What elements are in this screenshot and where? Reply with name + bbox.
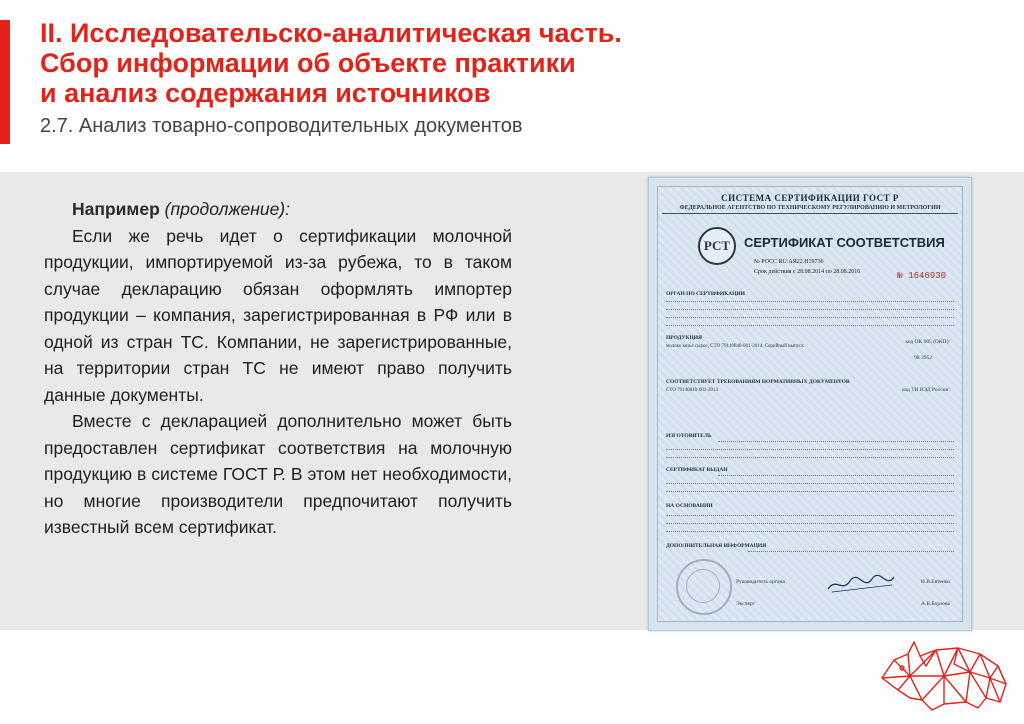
cert-code1: код ОК 005 (ОКП): xyxy=(905,339,950,345)
rhino-logo-icon xyxy=(874,632,1014,712)
slide-subtitle: 2.7. Анализ товарно-сопроводительных документов xyxy=(40,115,523,137)
cert-line xyxy=(666,313,954,318)
stamp-icon xyxy=(676,559,732,615)
cert-line xyxy=(718,471,954,476)
paragraph-1: Если же речь идет о сертификации молочной продукции, импортируемой из-за рубежа, то в таком случае декларацию обязан оформлять импортер продукции – компания, зарегистрированная в РФ или в одной из стран ТС. Компании, не зарегистрированные, на территории стран ТС не имеют право получить данные документы. xyxy=(44,225,512,405)
cert-line xyxy=(748,547,954,552)
cert-head-label: Руководитель органа xyxy=(736,579,785,585)
cert-product-label: ПРОДУКЦИЯ xyxy=(666,335,703,341)
cert-title: СЕРТИФИКАТ СООТВЕТСТВИЯ xyxy=(744,235,945,250)
cert-basis-label: НА ОСНОВАНИИ xyxy=(666,503,713,509)
body-text xyxy=(44,196,512,541)
content-panel xyxy=(0,172,1024,630)
lead-italic: (продолжение): xyxy=(159,199,290,219)
cert-system: СИСТЕМА СЕРТИФИКАЦИИ ГОСТ Р xyxy=(721,193,899,203)
certificate-image xyxy=(648,177,972,631)
cert-line xyxy=(666,297,954,302)
cert-expert-label: Эксперт xyxy=(736,601,756,607)
cert-code2: код ТН ВЭД России: xyxy=(902,387,950,393)
title-line-3: и анализ содержания источников xyxy=(40,78,491,108)
paragraph-2: Вместе с декларацией дополнительно может быть предоставлен сертификат соответствия на молочную продукцию в системе ГОСТ Р. В этом нет необходимости, но многие производители предпочитают получить известный всем сертификат. xyxy=(44,411,512,537)
cert-product-text: молоко козье сырое, СТО 79140840-001-2014. Серийный выпуск xyxy=(666,344,804,349)
accent-bar xyxy=(0,20,10,144)
cert-organ-label: ОРГАН ПО СЕРТИФИКАЦИИ xyxy=(666,291,745,297)
signature-icon xyxy=(826,573,896,595)
cert-norms-label: СООТВЕТСТВУЕТ ТРЕБОВАНИЯМ НОРМАТИВНЫХ ДОКУМЕНТОВ xyxy=(666,379,850,385)
cert-validity: Срок действия с 28.08.2014 по 28.08.2016 xyxy=(754,269,861,275)
cert-line xyxy=(666,519,954,524)
cert-line xyxy=(666,321,954,326)
certificate-frame xyxy=(657,186,963,622)
title-line-2: Сбор информации об объекте практики xyxy=(40,48,576,78)
cert-line xyxy=(666,511,954,516)
cert-line xyxy=(666,445,954,450)
lead-line xyxy=(44,196,512,223)
cert-line xyxy=(718,437,954,442)
cert-line xyxy=(666,479,954,484)
cert-line xyxy=(666,527,954,532)
cert-maker-label: ИЗГОТОВИТЕЛЬ xyxy=(666,433,712,439)
slide-header xyxy=(40,18,1000,138)
lead-bold: Например xyxy=(72,199,160,219)
cert-norms-text: СТО 79140840-001-2014 xyxy=(666,388,719,393)
title-line-1: II. Исследовательско-аналитическая часть. xyxy=(40,18,622,48)
cert-head-name: И.В.Евтенко xyxy=(920,579,950,585)
cert-line xyxy=(666,305,954,310)
cert-number: № РОСС RU.АЯ22.Н19736 xyxy=(754,259,824,265)
cert-line xyxy=(666,453,954,458)
cert-issued-label: СЕРТИФИКАТ ВЫДАН xyxy=(666,467,728,473)
rst-logo-icon: РСТ xyxy=(698,227,736,265)
cert-extra-label: ДОПОЛНИТЕЛЬНАЯ ИНФОРМАЦИЯ xyxy=(666,543,767,549)
cert-agency: ФЕДЕРАЛЬНОЕ АГЕНТСТВО ПО ТЕХНИЧЕСКОМУ РЕГУЛИРОВАНИЮ И МЕТРОЛОГИИ xyxy=(662,205,958,214)
cert-line xyxy=(666,487,954,492)
cert-code1-value: 98 3952 xyxy=(914,355,932,361)
cert-expert-name: А.В.Борзова xyxy=(921,601,950,607)
cert-serial: № 1646930 xyxy=(897,271,946,281)
